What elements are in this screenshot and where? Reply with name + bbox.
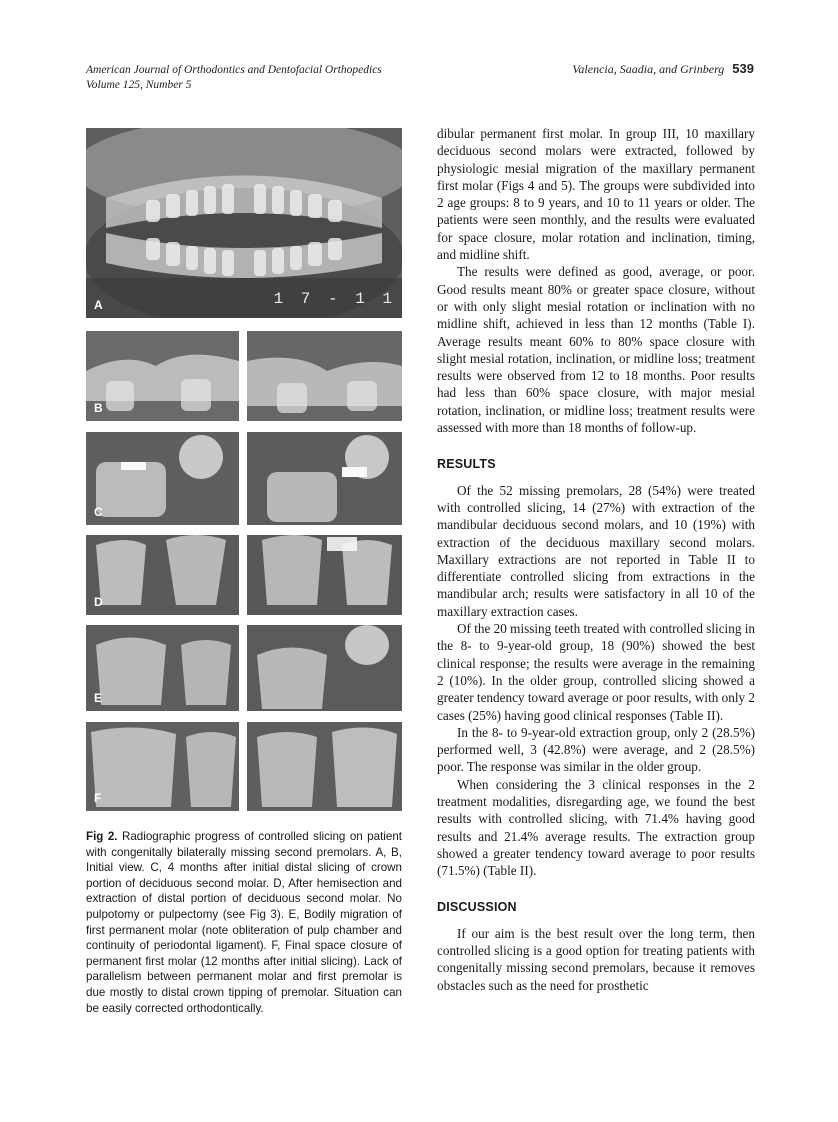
paragraph: Of the 52 missing premolars, 28 (54%) were treated with controlled slicing, 14 (27%) with extraction of the mandibular deciduous second molars, and 10 (19%) with extraction of the deciduous maxillary second molars. Maxillary extractions are not reported in Table II to differentiate controlled slicing from extractions in the mandibular arch; results were satisfactory in all 10 of the maxillary extraction cases. xyxy=(437,482,755,619)
section-heading-discussion: DISCUSSION xyxy=(437,900,517,915)
periapical-radiograph-image xyxy=(247,331,402,421)
paragraph: If our aim is the best result over the long term, then controlled slicing is a good option for treating patients with congenitally missing second premolars, because it removes obstacles such as the need for prosthetic xyxy=(437,925,755,993)
periapical-radiograph-image xyxy=(247,535,402,615)
periapical-radiograph-image xyxy=(86,535,239,615)
running-header-journal xyxy=(86,63,382,93)
panel-d-left xyxy=(86,535,239,615)
paragraph: dibular permanent first molar. In group III, 10 maxillary deciduous second molars were extracted, followed by physiologic mesial migration of the maxillary permanent first molar (Figs 4 and 5). The groups were subdivided into 2 age groups: 8 to 9 years, and 10 to 11 years or older. The patients were seen monthly, and the results were evaluated for space closure, molar rotation and inclination, timing, and midline shift. xyxy=(437,126,755,263)
panel-label-c: C xyxy=(94,505,103,519)
panel-label-f: F xyxy=(94,791,102,805)
periapical-radiograph-image xyxy=(247,722,402,811)
periapical-radiograph-image xyxy=(247,432,402,525)
periapical-radiograph-image xyxy=(247,625,402,711)
panel-d-right xyxy=(247,535,402,615)
panel-label-e: E xyxy=(94,691,103,705)
journal-title: American Journal of Orthodontics and Dentofacial Orthopedics xyxy=(86,64,382,76)
panel-c-right xyxy=(247,432,402,525)
panel-a-panoramic xyxy=(86,128,402,318)
panel-c-left xyxy=(86,432,239,525)
page-number: 539 xyxy=(732,61,754,76)
figure-caption xyxy=(86,829,402,1016)
film-stamp: 1 7 - 1 1 xyxy=(273,290,396,308)
panel-label-d: D xyxy=(94,595,103,609)
running-header-authors xyxy=(572,61,754,77)
journal-volume: Volume 125, Number 5 xyxy=(86,79,192,91)
panel-e-left xyxy=(86,625,239,711)
panel-b-right xyxy=(247,331,402,421)
paragraph: Of the 20 missing teeth treated with controlled slicing in the 8- to 9-year-old group, 18 (90%) showed the best clinical response; the results were average in the remaining 2 (10%). In the older group, controlled slicing showed a greater tendency toward average or poor results, with only 2 cases (25%) having good clinical responses (Table II). xyxy=(437,621,755,723)
panel-label-a: A xyxy=(94,298,103,312)
periapical-radiograph-image xyxy=(86,625,239,711)
panel-f-left xyxy=(86,722,239,811)
paragraph: In the 8- to 9-year-old extraction group, only 2 (28.5%) performed well, 3 (42.8%) were average, and 2 (28.5%) poor. The response was similar in the older group. xyxy=(437,724,755,775)
paragraph: When considering the 3 clinical responses in the 2 treatment modalities, disregarding age, we found the best results with controlled slicing, with 71.4% having good results and 21.4% average results. The extraction group showed a greater tendency toward average to poor results (71.5%) (Table II). xyxy=(437,776,755,879)
authors: Valencia, Saadia, and Grinberg xyxy=(572,62,725,76)
section-heading-results: RESULTS xyxy=(437,457,496,472)
paragraph: The results were defined as good, average, or poor. Good results meant 80% or greater space closure, without or with only slight mesial rotation or inclination with no midline shift, achieved in less than 12 months (Table I). Average results meant 60% to 80% space closure with slight mesial rotation, inclination, or midline loss; treatment results were observed from 12 to 18 months. Poor results had less than 60% space closure, with major mesial rotation, inclination, or midline loss; treatment results were assessed with more than 18 months of follow-up. xyxy=(437,264,755,436)
caption-text: Radiographic progress of controlled slicing on patient with congenitally bilaterally missing second premolars. A, B, Initial view. C, 4 months after initial distal slicing of crown portion of deciduous second molar. D, After hemisection and extraction of distal portion of deciduous second molar. No pulpotomy or pulpectomy (see Fig 3). E, Bodily migration of first permanent molar (note obliteration of pulp chamber and continuity of periodontal ligament). F, Final space closure of permanent first molar (12 months after initial slicing). Lack of parallelism between permanent molar and first premolar is due mostly to distal crown tipping of premolar. Situation can be easily corrected orthodontically. xyxy=(86,830,402,1015)
panel-label-b: B xyxy=(94,401,103,415)
caption-label: Fig 2. xyxy=(86,830,118,843)
panel-e-right xyxy=(247,625,402,711)
panel-f-right xyxy=(247,722,402,811)
periapical-radiograph-image xyxy=(86,331,239,421)
periapical-radiograph-image xyxy=(86,722,239,811)
body-column-right xyxy=(437,125,755,994)
panel-b-left xyxy=(86,331,239,421)
periapical-radiograph-image xyxy=(86,432,239,525)
